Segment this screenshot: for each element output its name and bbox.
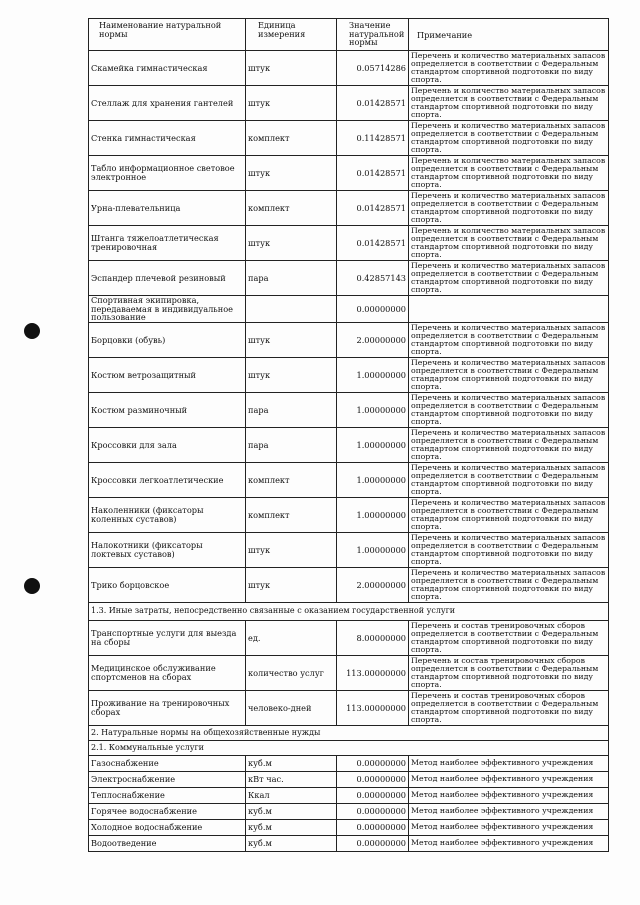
table-row [89,296,609,323]
row-unit: штук [246,226,337,261]
row-note: Перечень и количество материальных запасов определяется в соответствии с Федеральным стандартом спортивной подготовки по виду спорта. [409,51,609,86]
row-value: 1.00000000 [337,532,409,567]
row-value: 1.00000000 [337,497,409,532]
row-value: 0.01428571 [337,226,409,261]
row-name: Газоснабжение [89,755,246,771]
row-value: 0.00000000 [337,819,409,835]
row-value: 8.00000000 [337,620,409,655]
row-note: Перечень и количество материальных запасов определяется в соответствии с Федеральным стандартом спортивной подготовки по виду спорта. [409,357,609,392]
row-unit: комплект [246,497,337,532]
row-value: 1.00000000 [337,462,409,497]
row-unit: штук [246,156,337,191]
row-value: 1.00000000 [337,392,409,427]
col-name-header: Наименование натуральной нормы [89,19,246,51]
table-row [89,357,609,392]
row-value: 0.01428571 [337,191,409,226]
section-title: 2. Натуральные нормы на общехозяйственные нужды [89,725,609,740]
row-value: 1.00000000 [337,427,409,462]
section-title: 2.1. Коммунальные услуги [89,740,609,755]
table-row [89,835,609,851]
row-note: Перечень и количество материальных запасов определяется в соответствии с Федеральным стандартом спортивной подготовки по виду спорта. [409,567,609,602]
row-value: 0.00000000 [337,296,409,323]
row-note: Перечень и количество материальных запасов определяется в соответствии с Федеральным стандартом спортивной подготовки по виду спорта. [409,156,609,191]
row-value: 0.00000000 [337,787,409,803]
table-row [89,427,609,462]
row-note: Метод наиболее эффективного учреждения [409,771,609,787]
row-unit: количество услуг [246,655,337,690]
row-note: Перечень и количество материальных запасов определяется в соответствии с Федеральным стандартом спортивной подготовки по виду спорта. [409,261,609,296]
row-value: 0.11428571 [337,121,409,156]
row-note: Перечень и количество материальных запасов определяется в соответствии с Федеральным стандартом спортивной подготовки по виду спорта. [409,322,609,357]
table-row [89,226,609,261]
table-row [89,532,609,567]
table-row [89,755,609,771]
row-name: Костюм ветрозащитный [89,357,246,392]
table-row [89,156,609,191]
row-unit: штук [246,51,337,86]
row-value: 0.05714286 [337,51,409,86]
row-name: Костюм разминочный [89,392,246,427]
row-name: Холодное водоснабжение [89,819,246,835]
row-note: Перечень и количество материальных запасов определяется в соответствии с Федеральным стандартом спортивной подготовки по виду спорта. [409,226,609,261]
row-unit: человеко-дней [246,690,337,725]
row-name: Штанга тяжелоатлетическая тренировочная [89,226,246,261]
table-row [89,803,609,819]
table-row [89,392,609,427]
row-name: Медицинское обслуживание спортсменов на сборах [89,655,246,690]
row-note: Перечень и количество материальных запасов определяется в соответствии с Федеральным стандартом спортивной подготовки по виду спорта. [409,427,609,462]
col-value-header: Значение натуральной нормы [337,19,409,51]
table-row [89,771,609,787]
row-name: Налокотники (фиксаторы локтевых суставов) [89,532,246,567]
row-unit: штук [246,357,337,392]
table-row [89,655,609,690]
row-unit: пара [246,427,337,462]
row-unit: Ккал [246,787,337,803]
row-value: 0.00000000 [337,803,409,819]
table-header [89,19,609,51]
row-note: Перечень и состав тренировочных сборов определяется в соответствии с Федеральным стандартом спортивной подготовки по виду спорта. [409,690,609,725]
row-value: 0.00000000 [337,771,409,787]
row-unit: комплект [246,121,337,156]
row-name: Водоотведение [89,835,246,851]
row-name: Проживание на тренировочных сборах [89,690,246,725]
row-note: Метод наиболее эффективного учреждения [409,803,609,819]
row-note: Метод наиболее эффективного учреждения [409,755,609,771]
row-name: Электроснабжение [89,771,246,787]
row-note: Перечень и количество материальных запасов определяется в соответствии с Федеральным стандартом спортивной подготовки по виду спорта. [409,462,609,497]
table-row [89,51,609,86]
row-unit: кВт час. [246,771,337,787]
section-row [89,740,609,755]
row-unit: пара [246,392,337,427]
table-row [89,787,609,803]
row-name: Эспандер плечевой резиновый [89,261,246,296]
row-note: Перечень и состав тренировочных сборов определяется в соответствии с Федеральным стандартом спортивной подготовки по виду спорта. [409,620,609,655]
row-name: Трико борцовское [89,567,246,602]
row-name: Борцовки (обувь) [89,322,246,357]
col-note-header: Примечание [409,19,609,51]
row-unit: штук [246,86,337,121]
table-row [89,462,609,497]
table-row [89,121,609,156]
row-note: Перечень и состав тренировочных сборов определяется в соответствии с Федеральным стандартом спортивной подготовки по виду спорта. [409,655,609,690]
row-unit: штук [246,322,337,357]
punch-hole [24,578,40,594]
row-unit: комплект [246,462,337,497]
row-unit: ед. [246,620,337,655]
row-note: Перечень и количество материальных запасов определяется в соответствии с Федеральным стандартом спортивной подготовки по виду спорта. [409,121,609,156]
row-name: Стенка гимнастическая [89,121,246,156]
table-row [89,191,609,226]
row-name: Теплоснабжение [89,787,246,803]
row-name: Урна-плевательница [89,191,246,226]
punch-hole [24,323,40,339]
row-note: Перечень и количество материальных запасов определяется в соответствии с Федеральным стандартом спортивной подготовки по виду спорта. [409,86,609,121]
row-unit: штук [246,532,337,567]
row-value: 0.01428571 [337,156,409,191]
row-unit: куб.м [246,835,337,851]
section-title: 1.3. Иные затраты, непосредственно связанные с оказанием государственной услуги [89,602,609,620]
row-unit [246,296,337,323]
table-row [89,620,609,655]
row-note: Перечень и количество материальных запасов определяется в соответствии с Федеральным стандартом спортивной подготовки по виду спорта. [409,191,609,226]
section-row [89,725,609,740]
row-unit: комплект [246,191,337,226]
row-name: Спортивная экипировка, передаваемая в индивидуальное пользование [89,296,246,323]
row-unit: штук [246,567,337,602]
row-name: Горячее водоснабжение [89,803,246,819]
row-name: Кроссовки легкоатлетические [89,462,246,497]
row-value: 113.00000000 [337,690,409,725]
row-note: Метод наиболее эффективного учреждения [409,835,609,851]
table-row [89,261,609,296]
row-unit: куб.м [246,819,337,835]
col-unit-header: Единица измерения [246,19,337,51]
table-row [89,567,609,602]
row-name: Скамейка гимнастическая [89,51,246,86]
row-name: Табло информационное световое электронное [89,156,246,191]
row-name: Транспортные услуги для выезда на сборы [89,620,246,655]
row-unit: куб.м [246,803,337,819]
table-row [89,86,609,121]
row-value: 2.00000000 [337,567,409,602]
row-unit: куб.м [246,755,337,771]
row-note: Метод наиболее эффективного учреждения [409,787,609,803]
section-row [89,602,609,620]
row-value: 1.00000000 [337,357,409,392]
row-note: Метод наиболее эффективного учреждения [409,819,609,835]
row-note [409,296,609,323]
row-name: Кроссовки для зала [89,427,246,462]
row-value: 113.00000000 [337,655,409,690]
norms-table [88,18,609,852]
table-row [89,497,609,532]
row-value: 0.42857143 [337,261,409,296]
row-note: Перечень и количество материальных запасов определяется в соответствии с Федеральным стандартом спортивной подготовки по виду спорта. [409,392,609,427]
table-row [89,322,609,357]
row-unit: пара [246,261,337,296]
table-row [89,819,609,835]
row-value: 0.01428571 [337,86,409,121]
row-value: 0.00000000 [337,755,409,771]
row-note: Перечень и количество материальных запасов определяется в соответствии с Федеральным стандартом спортивной подготовки по виду спорта. [409,532,609,567]
row-name: Наколенники (фиксаторы коленных суставов) [89,497,246,532]
row-note: Перечень и количество материальных запасов определяется в соответствии с Федеральным стандартом спортивной подготовки по виду спорта. [409,497,609,532]
table-row [89,690,609,725]
row-value: 2.00000000 [337,322,409,357]
row-value: 0.00000000 [337,835,409,851]
row-name: Стеллаж для хранения гантелей [89,86,246,121]
